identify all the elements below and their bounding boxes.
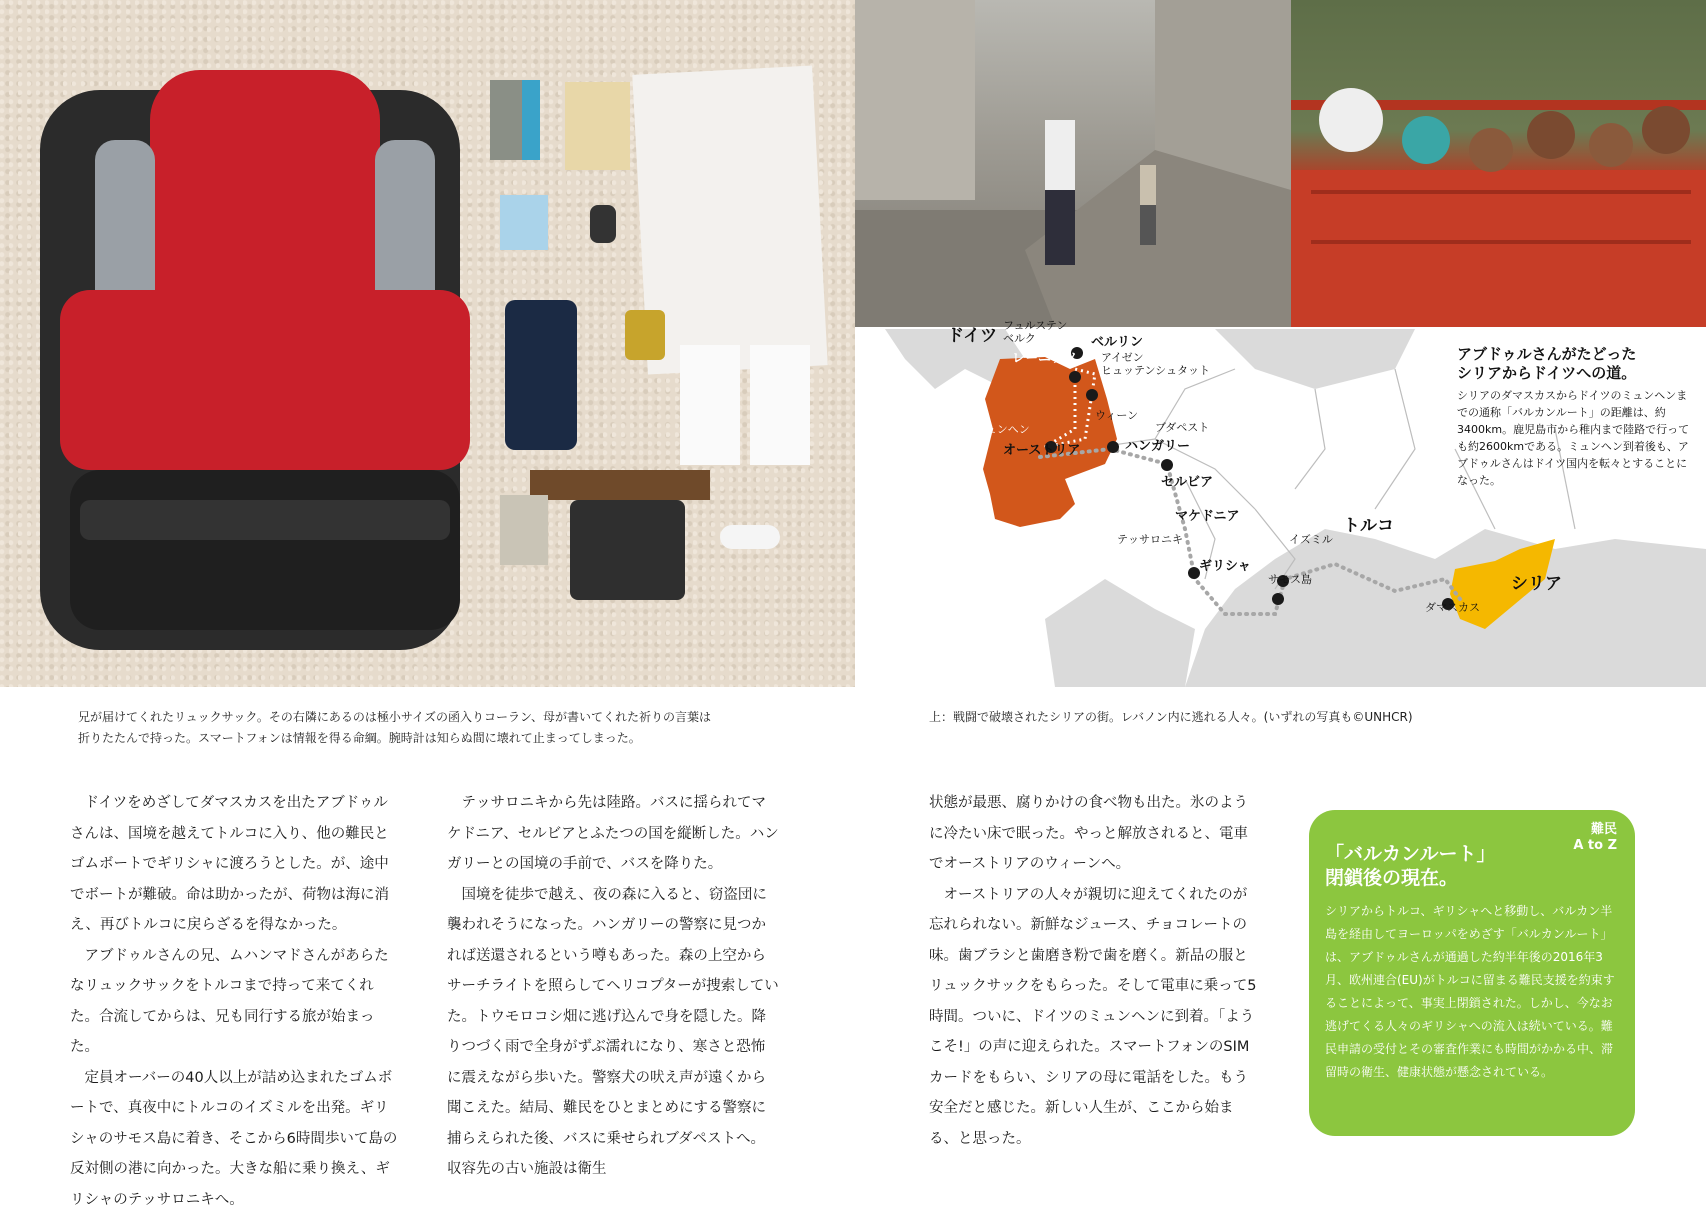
caption-backpack: 兄が届けてくれたリュックサック。その右隣にあるのは極小サイズの函入りコーラン、母が書いてくれた祈りの言葉は 折りたたんで持った。スマートフォンは情報を得る命綱。腕時計は知らぬ間に壊れて止まってしまった。	[78, 710, 712, 745]
label-syria: シリア	[1511, 574, 1562, 594]
dot-vienna	[1107, 441, 1119, 453]
sidebar-tag: 難民 A to Z	[1573, 822, 1617, 853]
label-munich: ミュンヘン	[975, 423, 1030, 436]
label-macedonia: マケドニア	[1175, 509, 1240, 524]
photo-backpack-contents	[0, 0, 855, 687]
route-map	[855, 319, 1706, 687]
sidebar-body: シリアからトルコ、ギリシャへと移動し、バルカン半島を経由してヨーロッパをめざす「バルカンルート」は、アブドゥルさんが通過した約半年後の2016年3月、欧州連合(EU)がトルコに留まる難民支援を約束することによって、事実上閉鎖された。しかし、今なお逃げてくる人々のギリシャへの流入は続いている。難民申請の受付とその審査作業にも時間がかかる中、滞留時の衛生、健康状態が懸念されている。	[1325, 904, 1615, 1079]
label-samos: サモス島	[1268, 573, 1312, 586]
article-column-3: 状態が最悪、腐りかけの食べ物も出た。氷のように冷たい床で眠った。やっと解放されると、電車でオーストリアのウィーンへ。 オーストリアの人々が親切に迎えてくれたのが忘れられない。新鮮なジュース、チョコレートの味。歯ブラシと歯磨き粉で歯を磨く。新品の服とリュックサックをもらった。そして電車に乗って5時間。ついに、ドイツのミュンヘンに到着。「ようこそ!」の声に迎えられた。スマートフォンのSIMカードをもらい、シリアの母に電話をした。もう安全だと感じた。新しい人生が、ここから始まる、と思った。	[929, 795, 1257, 1147]
sidebar-title: 「バルカンルート」 閉鎖後の現在。	[1325, 843, 1496, 889]
truck-illustration	[1291, 0, 1706, 327]
label-berlin: ベルリン	[1091, 335, 1144, 350]
label-hungary: ハンガリー	[1125, 439, 1191, 454]
dot-samos	[1272, 593, 1284, 605]
label-budapest: ブダペスト	[1155, 421, 1210, 434]
article-column-1: ドイツをめざしてダマスカスを出たアブドゥルさんは、国境を越えてトルコに入り、他の難民とゴムボートでギリシャに渡ろうとした。が、途中でボートが難破。命は助かったが、荷物は海に消え、再びトルコに戻らざるを得なかった。 アブドゥルさんの兄、ムハンマドさんがあらたなリュックサックをトルコまで持って来てくれた。合流してからは、兄も同行する旅が始まった。 定員オーバーの40人以上が詰め込まれたゴムボートで、真夜中にトルコのイズミルを出発。ギリシャのサモス島に着き、そこから6時間歩いて島の反対側の港に向かった。大きな船に乗り換え、ギリシャのテッサロニキへ。	[70, 795, 398, 1208]
map-title: アブドゥルさんがたどった シリアからドイツへの道。	[1457, 345, 1637, 382]
label-germany: ドイツ	[947, 326, 998, 346]
photo-refugees-truck	[1291, 0, 1706, 327]
label-lenitz: レーニッツ	[1012, 351, 1077, 366]
backpack-illustration	[0, 0, 855, 687]
article-column-2: テッサロニキから先は陸路。バスに揺られてマケドニア、セルビアとふたつの国を縦断した。ハンガリーとの国境の手前で、バスを降りた。 国境を徒歩で越え、夜の森に入ると、窃盗団に襲われそうになった。ハンガリーの警察に見つかれば送還されるという噂もあった。森の上空からサーチライトを照らしてヘリコプターが捜索していた。トウモロコシ畑に逃げ込んで身を隠した。降りつづく雨で全身がずぶ濡れになり、寒さと恐怖に震えながら歩いた。警察犬の吠え声が遠くから聞こえた。結局、難民をひとまとめにする警察に捕らえられた後、バスに乗せられブダペストへ。収容先の古い施設は衛生	[447, 795, 779, 1177]
dot-budapest	[1161, 459, 1173, 471]
street-illustration	[855, 0, 1291, 327]
label-austria: オーストリア	[1003, 443, 1081, 458]
dot-eisenhuettenstadt	[1086, 389, 1098, 401]
label-eisenhuettenstadt: アイゼン ヒュッテンシュタット	[1101, 351, 1210, 377]
label-izmir: イズミル	[1289, 533, 1333, 546]
label-greece: ギリシャ	[1199, 559, 1251, 574]
label-turkey: トルコ	[1343, 516, 1394, 536]
dot-fuerstenberg	[1069, 371, 1081, 383]
caption-photos: 上：戦闘で破壊されたシリアの街。レバノン内に逃れる人々。(いずれの写真も©UNHCR)	[929, 710, 1413, 724]
photo-destroyed-street	[855, 0, 1291, 327]
sidebar-box	[1309, 810, 1635, 1136]
label-fuerstenberg: フュルステン ベルク	[1003, 319, 1068, 345]
label-damascus: ダマスカス	[1425, 601, 1480, 614]
label-thessaloniki: テッサロニキ	[1117, 533, 1183, 546]
label-vienna: ウィーン	[1095, 409, 1139, 422]
map-description: シリアのダマスカスからドイツのミュンヘンまでの通称「バルカンルート」の距離は、約3400km。鹿児島市から稚内まで陸路で行っても約2600kmである。ミュンヘン到着後も、アブドゥルさんはドイツ国内を転々とすることになった。	[1457, 389, 1690, 487]
label-serbia: セルビア	[1161, 475, 1214, 490]
